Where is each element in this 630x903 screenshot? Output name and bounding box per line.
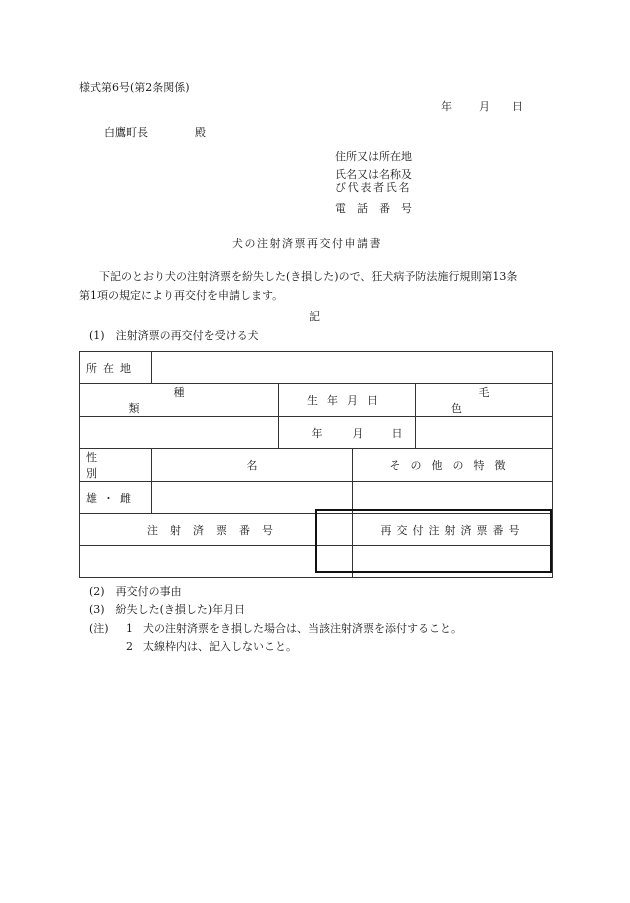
addressee-honorific: 殿 xyxy=(195,126,206,139)
body-line-1: 下記のとおり犬の注射済票を紛失した(き損した)ので、狂犬病予防法施行規則第13条 xyxy=(99,270,518,283)
tag-number-value[interactable] xyxy=(80,546,353,578)
sex-value: 雄・雌 xyxy=(80,482,152,514)
applicant-name-label-line1: 氏名又は名称及 xyxy=(335,168,412,181)
applicant-address-label: 住所又は所在地 xyxy=(335,150,412,163)
ki-heading: 記 xyxy=(309,310,320,323)
section-2-heading: (2) 再交付の事由 xyxy=(89,585,182,598)
coat-color-value[interactable] xyxy=(416,417,553,449)
applicant-name-label-line2: び代表者氏名 xyxy=(335,181,412,194)
note-2-text: 太線枠内は、記入しないこと。 xyxy=(143,640,297,653)
sex-label: 性別 xyxy=(80,449,152,482)
location-value[interactable] xyxy=(152,352,553,384)
addressee-name: 白鷹町長 xyxy=(104,126,148,139)
birthdate-label: 生年月日 xyxy=(279,384,416,417)
coat-color-label: 毛色 xyxy=(416,384,553,417)
features-label: その他の特徴 xyxy=(353,449,553,482)
features-value[interactable] xyxy=(353,482,553,514)
section-1-heading: (1) 注射済票の再交付を受ける犬 xyxy=(89,329,259,342)
date-year-label: 年 xyxy=(441,100,452,113)
note-1-number: 1 xyxy=(126,622,133,635)
body-line-2: 第1項の規定により再交付を申請します。 xyxy=(79,289,284,302)
note-1-text: 犬の注射済票をき損した場合は、当該注射済票を添付すること。 xyxy=(143,622,462,635)
dog-info-table xyxy=(79,351,553,578)
birthdate-value[interactable]: 年 月 日 xyxy=(279,417,416,449)
section-3-heading: (3) 紛失した(き損した)年月日 xyxy=(89,603,246,616)
date-day-label: 日 xyxy=(512,100,523,113)
note-2-number: 2 xyxy=(126,640,133,653)
form-number: 様式第6号(第2条関係) xyxy=(79,81,190,94)
note-label: (注) xyxy=(89,622,109,635)
name-label: 名 xyxy=(152,449,353,482)
breed-value[interactable] xyxy=(80,417,279,449)
tag-number-label: 注射済票番号 xyxy=(80,514,353,546)
reissued-tag-number-label: 再交付注射済票番号 xyxy=(353,514,553,546)
reissued-tag-number-value xyxy=(353,546,553,578)
name-value[interactable] xyxy=(152,482,353,514)
location-label: 所在地 xyxy=(80,352,152,384)
breed-label: 種類 xyxy=(80,384,279,417)
applicant-phone-label: 電話番号 xyxy=(335,202,423,215)
document-title: 犬の注射済票再交付申請書 xyxy=(232,237,382,250)
date-month-label: 月 xyxy=(479,100,490,113)
